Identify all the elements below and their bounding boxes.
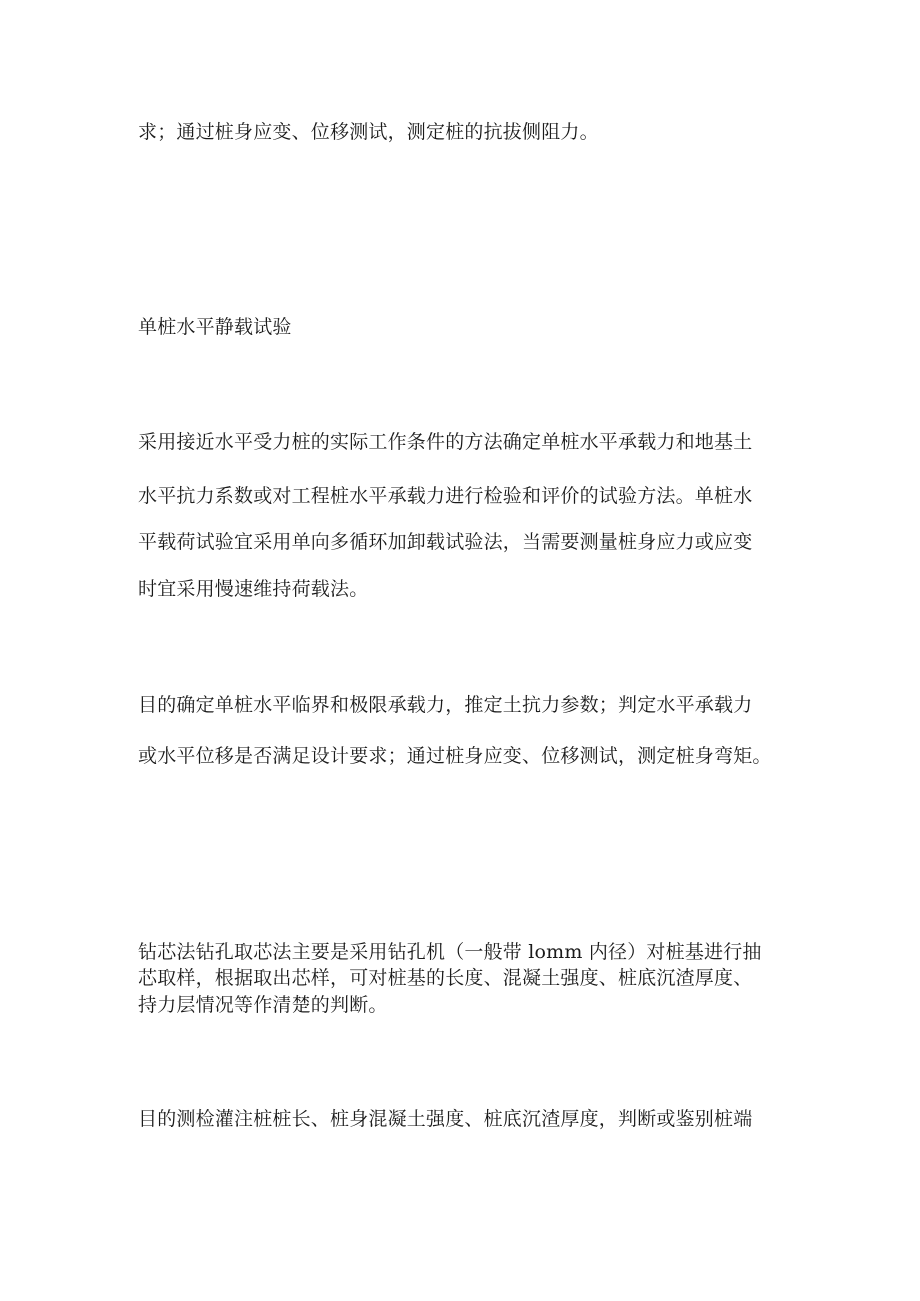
paragraph-line: 平载荷试验宜采用单向多循环加卸载试验法，当需要测量桩身应力或应变 (138, 531, 753, 553)
paragraph-line: 求；通过桩身应变、位移测试，测定桩的抗拔侧阻力。 (138, 121, 599, 143)
paragraph-line: 目的测检灌注桩桩长、桩身混凝土强度、桩底沉渣厚度，判断或鉴别桩端 (138, 1108, 753, 1130)
section-heading: 单桩水平静载试验 (138, 316, 292, 338)
paragraph-line: 钻芯法钻孔取芯法主要是采用钻孔机（一般带 lomm 内径）对桩基进行抽 (138, 941, 762, 963)
paragraph-line: 持力层情况等作清楚的判断。 (138, 994, 388, 1016)
paragraph-line: 采用接近水平受力桩的实际工作条件的方法确定单桩水平承载力和地基土 (138, 431, 753, 453)
paragraph-line: 时宜采用慢速维持荷载法。 (138, 578, 369, 600)
paragraph-line: 芯取样，根据取出芯样，可对桩基的长度、混凝土强度、桩底沉渣厚度、 (138, 967, 753, 989)
paragraph-line: 水平抗力系数或对工程桩水平承载力进行检验和评价的试验方法。单桩水 (138, 485, 753, 507)
paragraph-line: 或水平位移是否满足设计要求；通过桩身应变、位移测试，测定桩身弯矩。 (138, 745, 772, 767)
paragraph-line: 目的确定单桩水平临界和极限承载力，推定土抗力参数；判定水平承载力 (138, 694, 753, 716)
